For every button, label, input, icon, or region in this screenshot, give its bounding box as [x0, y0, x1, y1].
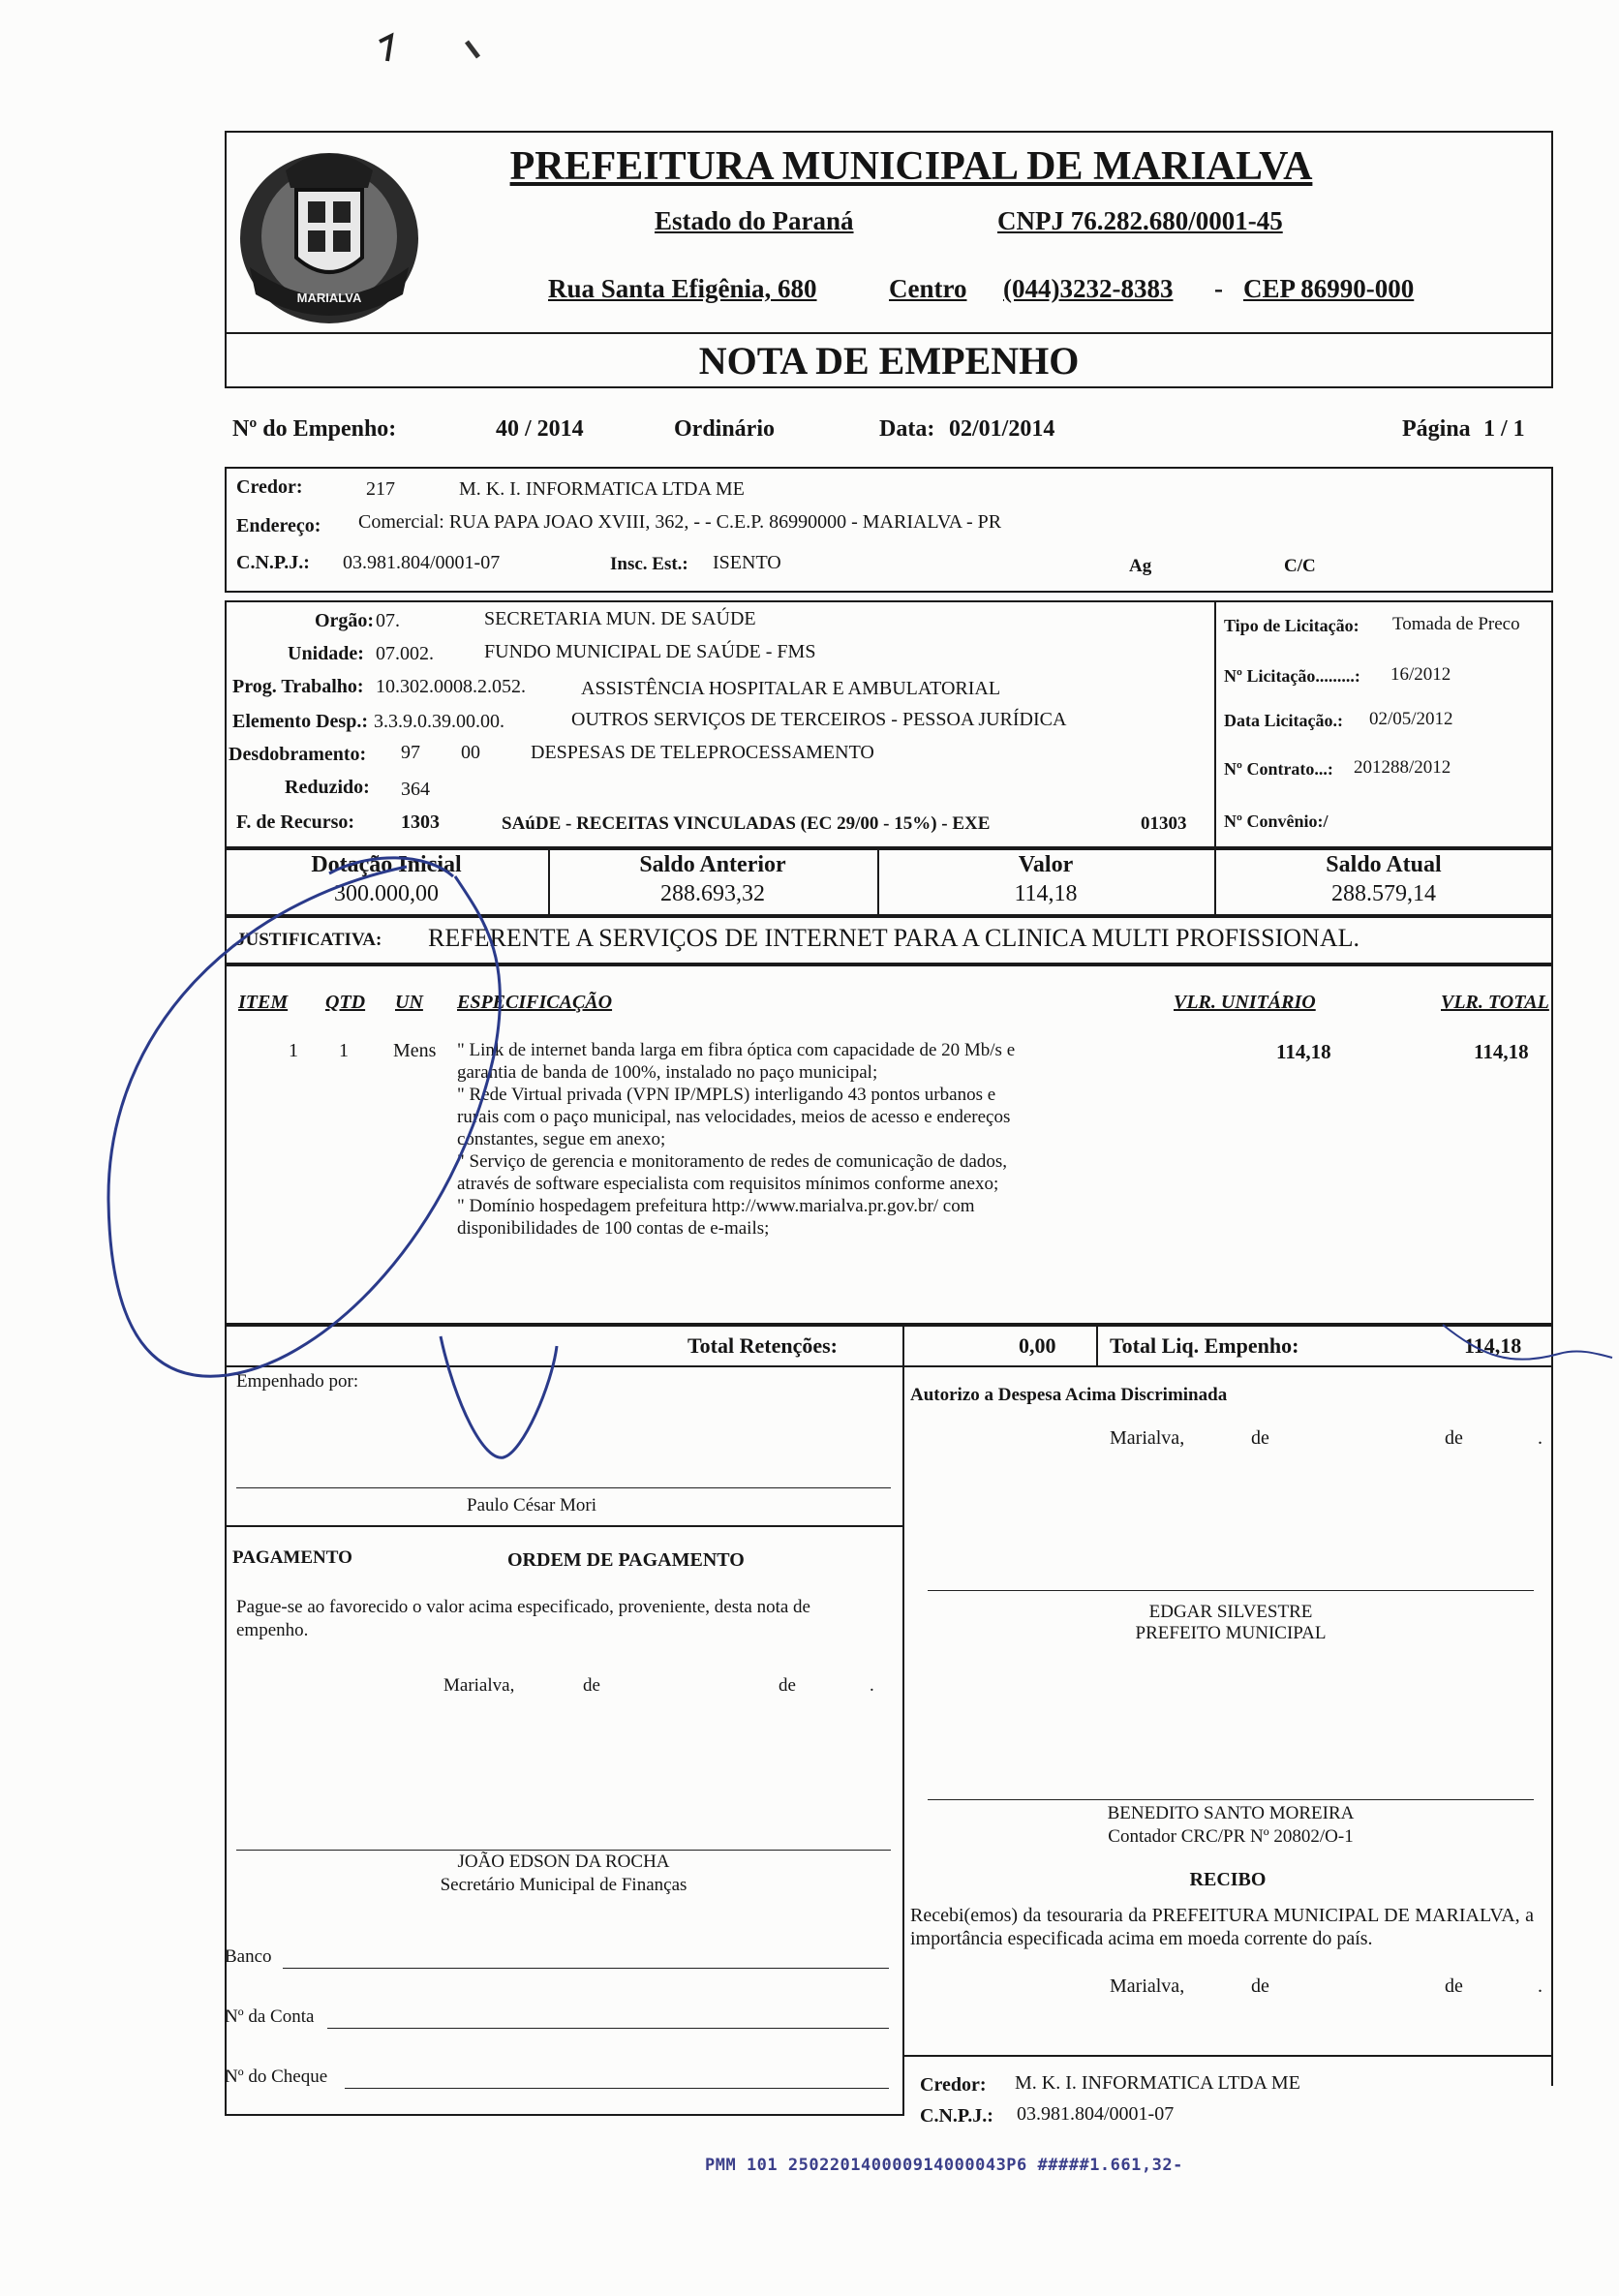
liquido-label: Total Liq. Empenho: [1110, 1333, 1299, 1358]
justificativa-text: REFERENTE A SERVIÇOS DE INTERNET PARA A CLINICA MULTI PROFISSIONAL. [428, 924, 1359, 952]
totals-box [225, 1325, 1553, 1367]
elemento-label: Elemento Desp.: [232, 711, 368, 732]
saldo-atual-value: 288.579,14 [1331, 881, 1436, 906]
reduzido-label: Reduzido: [285, 777, 370, 798]
dotacao-value: 300.000,00 [334, 881, 439, 906]
phone: (044)3232-8383 [1003, 274, 1174, 303]
autorizo-de-2: de [1445, 1427, 1463, 1449]
banco-field[interactable] [283, 1968, 889, 1969]
valor-label: Valor [1018, 852, 1074, 877]
seal-label: MARIALVA [296, 291, 362, 305]
orgao-label: Orgão: [315, 610, 375, 631]
autorizo-dot: . [1538, 1427, 1543, 1449]
credor-address: Comercial: RUA PAPA JOAO XVIII, 362, - - C.E.P. 86990000 - MARIALVA - PR [358, 511, 1002, 533]
elemento-code: 3.3.9.0.39.00.00. [374, 711, 504, 732]
unidade-label: Unidade: [288, 643, 364, 664]
pague-city: Marialva, [443, 1675, 515, 1696]
footer-code: PMM 101 250220140000914000043P6 #####1.661,32- [705, 2156, 1183, 2175]
secretario-name: JOÃO EDSON DA ROCHA [457, 1852, 670, 1872]
page-number: 1 / 1 [1483, 416, 1525, 442]
recurso-number: 01303 [1141, 813, 1187, 834]
autorizo-city: Marialva, [1110, 1427, 1185, 1449]
contador-name: BENEDITO SANTO MOREIRA [1107, 1803, 1355, 1823]
desdobramento-a: 97 [401, 742, 420, 763]
separator-dash: - [1214, 274, 1223, 303]
cheque-label: Nº do Cheque [225, 2066, 328, 2087]
contador-title: Contador CRC/PR Nº 20802/O-1 [1108, 1826, 1354, 1847]
credor-code: 217 [366, 478, 395, 500]
recurso-name: SAúDE - RECEITAS VINCULADAS (EC 29/00 - 15%) - EXE [502, 813, 991, 834]
cep: CEP 86990-000 [1243, 274, 1415, 303]
convenio-label: Nº Convênio:/ [1224, 811, 1329, 831]
retencoes-value: 0,00 [1019, 1333, 1056, 1358]
licitacao-date: 02/05/2012 [1369, 709, 1453, 729]
col-item: ITEM [238, 992, 289, 1013]
col-vlr-total: VLR. TOTAL [1441, 992, 1549, 1013]
recibo-text: Recebi(emos) da tesouraria da PREFEITURA MUNICIPAL DE MARIALVA, a importância especificada acima em moeda corrente do país. [910, 1905, 1534, 1949]
empenho-date-label: Data: [879, 416, 935, 442]
spec-line: através de software especialista com requisitos mínimos conforme anexo; [457, 1174, 999, 1194]
recibo-credor-name: M. K. I. INFORMATICA LTDA ME [1015, 2072, 1300, 2094]
desdobramento-label: Desdobramento: [229, 744, 367, 765]
licitacao-number: 16/2012 [1390, 664, 1451, 685]
justificativa-label: JUSTIFICATIVA: [236, 930, 382, 950]
reduzido-value: 364 [401, 779, 430, 800]
recibo-cnpj: 03.981.804/0001-07 [1017, 2103, 1175, 2125]
pague-dot: . [870, 1675, 874, 1696]
page-title: PREFEITURA MUNICIPAL DE MARIALVA [509, 144, 1313, 189]
credor-cnpj: 03.981.804/0001-07 [343, 552, 501, 573]
pague-de-1: de [583, 1675, 600, 1696]
document-title: NOTA DE EMPENHO [698, 339, 1080, 383]
saldo-anterior-value: 288.693,32 [660, 881, 765, 906]
tipo-licitacao-label: Tipo de Licitação: [1224, 616, 1359, 635]
row-unit-value: 114,18 [1276, 1040, 1331, 1063]
pague-de-2: de [779, 1675, 796, 1696]
licitacao-number-label: Nº Licitação.........: [1224, 666, 1360, 686]
spec-line: " Link de internet banda larga em fibra óptica com capacidade de 20 Mb/s e [457, 1040, 1016, 1060]
dotacao-label: Dotação Inicial [311, 852, 462, 877]
unidade-code: 07.002. [376, 643, 434, 664]
row-item: 1 [289, 1040, 298, 1061]
programa-name: ASSISTÊNCIA HOSPITALAR E AMBULATORIAL [581, 678, 1001, 699]
autorizo-de-1: de [1251, 1427, 1269, 1449]
row-un: Mens [393, 1040, 437, 1061]
empenho-type: Ordinário [674, 416, 776, 442]
credor-cnpj-label: C.N.P.J.: [236, 552, 310, 573]
credor-label: Credor: [236, 476, 303, 498]
col-un: UN [395, 992, 423, 1013]
prefeito-name: EDGAR SILVESTRE [1148, 1602, 1313, 1622]
tipo-licitacao: Tomada de Preco [1392, 614, 1520, 634]
recibo-de-1: de [1251, 1975, 1269, 1997]
programa-code: 10.302.0008.2.052. [376, 676, 526, 697]
spec-line: disponibilidades de 100 contas de e-mails; [457, 1218, 770, 1239]
recibo-dot: . [1538, 1975, 1543, 1997]
valor-value: 114,18 [1014, 881, 1078, 906]
programa-label: Prog. Trabalho: [232, 676, 364, 697]
street-address: Rua Santa Efigênia, 680 [548, 274, 817, 303]
insc-label: Insc. Est.: [610, 554, 688, 574]
conta-field[interactable] [327, 2028, 889, 2029]
empenhado-signature-line [236, 1487, 891, 1488]
cheque-field[interactable] [345, 2088, 889, 2089]
spec-line: " Rede Virtual privada (VPN IP/MPLS) interligando 43 pontos urbanos e [457, 1085, 996, 1105]
contrato-number: 201288/2012 [1354, 757, 1451, 778]
address-label: Endereço: [236, 515, 321, 536]
liquido-value: 114,18 [1464, 1333, 1522, 1358]
orgao-name: SECRETARIA MUN. DE SAÚDE [484, 608, 756, 629]
prefeitura-cnpj: CNPJ 76.282.680/0001-45 [997, 206, 1283, 235]
saldo-anterior-label: Saldo Anterior [639, 852, 786, 877]
conta-label: Nº da Conta [225, 2006, 315, 2027]
recibo-label: RECIBO [1189, 1869, 1267, 1890]
unidade-name: FUNDO MUNICIPAL DE SAÚDE - FMS [484, 641, 816, 662]
contrato-label: Nº Contrato...: [1224, 759, 1333, 779]
recibo-de-2: de [1445, 1975, 1463, 1997]
col-especificacao: ESPECIFICAÇÃO [457, 992, 613, 1013]
district: Centro [889, 274, 967, 303]
secretario-signature-line [236, 1850, 891, 1851]
recibo-cnpj-label: C.N.P.J.: [920, 2105, 993, 2127]
saldo-atual-label: Saldo Atual [1326, 852, 1442, 877]
account-label: C/C [1284, 556, 1316, 576]
row-qtd: 1 [339, 1040, 349, 1061]
empenho-number: 40 / 2014 [496, 416, 584, 442]
scan-marks [358, 15, 513, 102]
retencoes-label: Total Retenções: [687, 1333, 838, 1358]
desdobramento-name: DESPESAS DE TELEPROCESSAMENTO [531, 742, 874, 763]
state-name: Estado do Paraná [655, 206, 854, 235]
autorizo-label: Autorizo a Despesa Acima Discriminada [910, 1385, 1228, 1405]
recibo-credor-label: Credor: [920, 2074, 987, 2096]
insc-value: ISENTO [713, 552, 781, 573]
agency-label: Ag [1129, 556, 1152, 576]
contador-signature-line [928, 1799, 1534, 1800]
col-qtd: QTD [325, 992, 366, 1013]
orgao-code: 07. [376, 610, 400, 631]
recurso-code: 1303 [401, 811, 440, 833]
empenho-label: Nº do Empenho: [232, 416, 397, 442]
spec-line: garantia de banda de 100%, instalado no paço municipal; [457, 1062, 878, 1083]
empenho-date: 02/01/2014 [949, 416, 1055, 442]
page-label: Página [1402, 416, 1471, 442]
prefeito-title: PREFEITO MUNICIPAL [1135, 1623, 1327, 1643]
empenhado-label: Empenhado por: [236, 1371, 359, 1392]
spec-line: constantes, segue em anexo; [457, 1129, 666, 1149]
banco-label: Banco [225, 1946, 272, 1967]
credor-name: M. K. I. INFORMATICA LTDA ME [459, 478, 745, 500]
spec-line: " Serviço de gerencia e monitoramento de redes de comunicação de dados, [457, 1151, 1008, 1172]
spec-line: rurais com o paço municipal, nas velocidades, meios de acesso e endereços [457, 1107, 1011, 1127]
spec-line: " Domínio hospedagem prefeitura http://www.marialva.pr.gov.br/ com [457, 1196, 975, 1216]
secretario-title: Secretário Municipal de Finanças [440, 1875, 687, 1895]
desdobramento-b: 00 [461, 742, 480, 763]
row-total-value: 114,18 [1474, 1040, 1529, 1063]
pague-text: Pague-se ao favorecido o valor acima especificado, proveniente, desta nota de empenho. [236, 1597, 810, 1640]
empenhado-name: Paulo César Mori [467, 1495, 597, 1515]
prefeito-signature-line [928, 1590, 1534, 1591]
ordem-pagamento-label: ORDEM DE PAGAMENTO [507, 1549, 745, 1571]
licitacao-date-label: Data Licitação.: [1224, 711, 1343, 730]
recurso-label: F. de Recurso: [236, 811, 355, 833]
elemento-name: OUTROS SERVIÇOS DE TERCEIROS - PESSOA JURÍDICA [571, 709, 1067, 730]
pagamento-label: PAGAMENTO [232, 1547, 352, 1568]
recibo-city: Marialva, [1110, 1975, 1185, 1997]
col-vlr-unitario: VLR. UNITÁRIO [1174, 992, 1316, 1013]
